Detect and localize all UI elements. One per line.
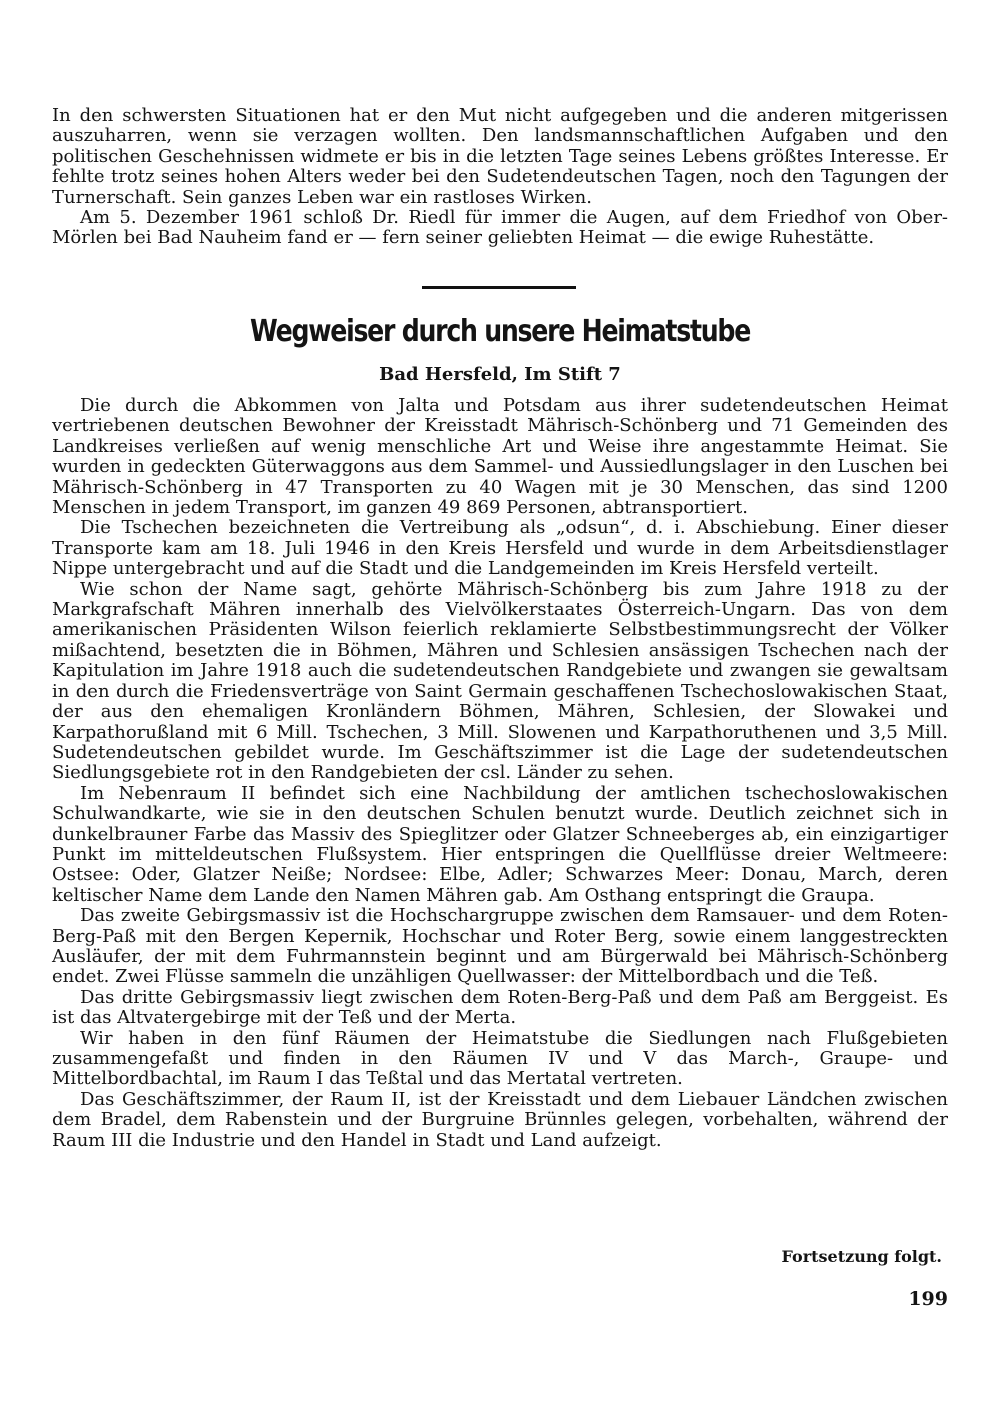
article-paragraph: Wir haben in den fünf Räumen der Heimatstube die Siedlungen nach Flußgebieten zusammengefaßt und finden in den Räumen IV und V das March-, Graupe- und Mittelbordbachtal, im Raum I das Teßtal und das Mertatal vertreten. [52, 1027, 948, 1090]
article-body [52, 396, 948, 1151]
article-paragraph: Im Nebenraum II befindet sich eine Nachbildung der amtlichen tschechoslowakischen Schulwandkarte, wie sie in den deutschen Schulen benutzt wurde. Deutlich zeichnet sich in dunkelbrauner Farbe das Massiv des Spieglitzer oder Glatzer Schneeberges ab, ein einzigartiger Punkt im mitteldeutschen Flußsystem. Hier entspringen die Quellflüsse dreier Weltmeere: Ostsee: Oder, Glatzer Neiße; Nordsee: Elbe, Adler; Schwarzes Meer: Donau, March, deren keltischer Name dem Lande den Namen Mähren gab. Am Osthang entspringt die Graupa. [52, 782, 948, 906]
article-subtitle: Bad Hersfeld, Im Stift 7 [379, 364, 621, 385]
article-paragraph: Die durch die Abkommen von Jalta und Potsdam aus ihrer sudetendeutschen Heimat vertriebenen deutschen Bewohner der Kreisstadt Mährisch-Schönberg und 71 Gemeinden des Landkreises verließen auf wenig menschliche Art und Weise ihre angestammte Heimat. Sie wurden in gedeckten Güterwaggons aus dem Sammel- und Aussiedlungslager in den Luschen bei Mährisch-Schönberg in 47 Transporten zu 40 Wagen mit je 30 Menschen, das sind 1200 Menschen in jedem Transport, im ganzen 49 869 Personen, abtransportiert. [52, 395, 948, 519]
article-paragraph: Die Tschechen bezeichneten die Vertreibung als „odsun“, d. i. Abschiebung. Einer dieser Transporte kam am 18. Juli 1946 in den Kreis Hersfeld und wurde in dem Arbeitsdienstlager Nippe untergebracht und auf die Stadt und die Landgemeinden im Kreis Hersfeld verteilt. [52, 517, 948, 580]
intro-section [52, 106, 948, 249]
section-divider [422, 286, 576, 289]
intro-paragraph: In den schwersten Situationen hat er den Mut nicht aufgegeben und die anderen mitgerissen auszuharren, wenn sie verzagen wollten. Den landsmannschaftlichen Aufgaben und den politischen Geschehnissen widmete er bis in die letzten Tage seines Lebens größtes Interesse. Er fehlte trotz seines hohen Alters weder bei den Sudetendeutschen Tagen, noch den Tagungen der Turnerschaft. Sein ganzes Leben war ein rastloses Wirken. [52, 105, 948, 208]
article-paragraph: Das dritte Gebirgsmassiv liegt zwischen dem Roten-Berg-Paß und dem Paß am Berggeist. Es ist das Altvatergebirge mit der Teß und der Merta. [52, 986, 948, 1029]
article-paragraph: Das Geschäftszimmer, der Raum II, ist der Kreisstadt und dem Liebauer Ländchen zwischen dem Bradel, dem Rabenstein und der Burgruine Brünnles gelegen, vorbehalten, während der Raum III die Industrie und den Handel in Stadt und Land aufzeigt. [52, 1088, 948, 1151]
continuation-note: Fortsetzung folgt. [781, 1247, 942, 1266]
article-title: Wegweiser durch unsere Heimatstube [249, 314, 751, 349]
article-paragraph: Das zweite Gebirgsmassiv ist die Hochschargruppe zwischen dem Ramsauer- und dem Roten-Berg-Paß mit den Bergen Kepernik, Hochschar und Roter Berg, sowie einem langgestreckten Ausläufer, der mit dem Fuhrmannstein beginnt und am Bürgerwald bei Mährisch-Schönberg endet. Zwei Flüsse sammeln die unzähligen Quellwasser: der Mittelbordbach und die Teß. [52, 905, 948, 988]
intro-paragraph: Am 5. Dezember 1961 schloß Dr. Riedl für immer die Augen, auf dem Friedhof von Ober-Mörlen bei Bad Nauheim fand er — fern seiner geliebten Heimat — die ewige Ruhestätte. [52, 207, 948, 249]
page-number: 199 [908, 1288, 948, 1310]
article-paragraph: Wie schon der Name sagt, gehörte Mährisch-Schönberg bis zum Jahre 1918 zu der Markgrafschaft Mähren innerhalb des Vielvölkerstaates Österreich-Ungarn. Das von dem amerikanischen Präsidenten Wilson feierlich reklamierte Selbstbestimmungsrecht der Völker mißachtend, besetzten die in Böhmen, Mähren und Schlesien ansässigen Tschechen nach der Kapitulation im Jahre 1918 auch die sudetendeutschen Randgebiete und zwangen sie gewaltsam in den durch die Friedensverträge von Saint Germain geschaffenen Tschechoslowakischen Staat, der aus den ehemaligen Kronländern Böhmen, Mähren, Schlesien, der Slowakei und Karpathorußland mit 6 Mill. Tschechen, 3 Mill. Slowenen und Karpathoruthenen und 3,5 Mill. Sudetendeutschen gebildet wurde. Im Geschäftszimmer ist die Lage der sudetendeutschen Siedlungsgebiete rot in den Randgebieten der csl. Länder zu sehen. [52, 578, 948, 784]
